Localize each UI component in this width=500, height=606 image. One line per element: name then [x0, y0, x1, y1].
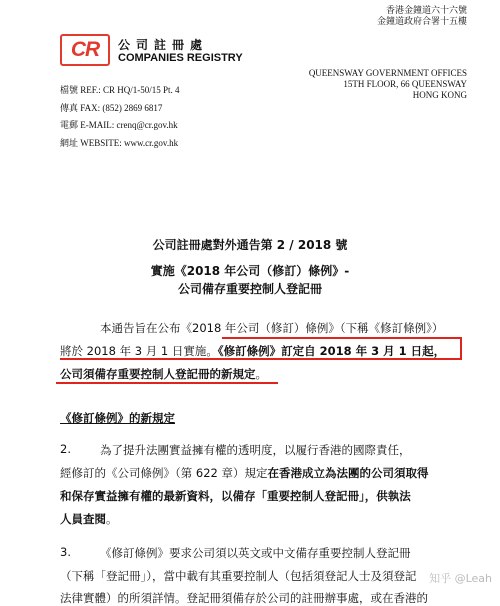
intro-line3-tail: 。 [255, 367, 267, 381]
contact-ref [60, 82, 180, 100]
para2-line4 [60, 511, 118, 527]
para2-line1: 為了提升法團實益擁有權的透明度，以履行香港的國際責任， [100, 443, 411, 457]
para3-line1: 《修訂條例》要求公司須以英文或中文備存重要控制人登記冊 [100, 546, 411, 560]
para2-line4-bold: 人員查閱 [60, 512, 106, 526]
highlight-mid-line [60, 358, 462, 360]
contact-value: CR HQ/1-50/15 Pt. 4 [103, 85, 180, 95]
address-en-line: 15TH FLOOR, 66 QUEENSWAY [343, 79, 467, 89]
para2-line2-normal: 經修訂的《公司條例》（第 622 章）規定 [60, 466, 268, 480]
para3-line2: （下稱「登記冊」），當中載有其重要控制人（包括須登記人士及須登記 [60, 569, 417, 583]
contact-value[interactable]: www.cr.gov.hk [124, 137, 179, 148]
contact-label: 傳真 FAX: [60, 102, 101, 113]
address-zh-line: 金鐘道政府合署十五樓 [376, 17, 467, 27]
highlight-bottom-line [56, 382, 278, 384]
intro-line2 [60, 343, 445, 359]
contact-value: (852) 2869 6817 [102, 102, 163, 113]
address-zh [377, 6, 467, 28]
contact-label: 電郵 E-MAIL: [60, 120, 115, 130]
address-zh-line: 香港金鐘道六十六號 [385, 6, 467, 16]
para2-line4-tail: 。 [106, 512, 118, 526]
address-en [309, 68, 467, 101]
intro-line3-bold: 公司須備存重要控制人登記冊的新規定 [60, 367, 256, 381]
contact-email [60, 117, 180, 135]
para3-number: 3. [60, 545, 71, 559]
address-en-line: HONG KONG [412, 90, 467, 100]
para3-line3: 法律實體）的所須詳情。登記冊須備存於公司的註冊辦事處，或在香港的 [60, 591, 428, 605]
contact-block [60, 82, 180, 152]
intro-line2-normal: 將於 2018 年 3 月 1 日實施。 [60, 344, 218, 358]
section-heading-text: 《修訂條例》的新規定 [60, 411, 175, 425]
watermark: 知乎 @Leah [429, 572, 492, 585]
para2-line3: 和保存實益擁有權的最新資料，以備存「重要控制人登記冊」，供執法 [60, 489, 411, 503]
para2-number: 2. [60, 442, 71, 456]
notice-subtitle-line2: 公司備存重要控制人登記冊 [177, 282, 322, 296]
section-heading [60, 410, 175, 426]
intro-line3 [60, 366, 267, 382]
cr-logo: CR [60, 34, 110, 66]
org-name-zh: 公司註冊處 [118, 38, 209, 52]
org-name-en: COMPANIES REGISTRY [118, 52, 243, 64]
contact-label: 網址 WEBSITE: [60, 137, 122, 148]
highlight-right-edge [460, 337, 462, 358]
address-en-line: QUEENSWAY GOVERNMENT OFFICES [308, 68, 467, 78]
notice-subtitle-line1: 實施《2018 年公司（修訂）條例》- [150, 264, 350, 278]
highlight-top-line [222, 337, 462, 339]
contact-fax [60, 100, 180, 118]
contact-website [60, 135, 180, 153]
contact-label: 檔號 REF.: [60, 85, 101, 95]
para2-line2-bold: 在香港成立為法團的公司須取得 [267, 466, 429, 480]
contact-value[interactable]: crenq@cr.gov.hk [116, 120, 178, 130]
notice-title: 公司註冊處對外通告第 2 / 2018 號 [152, 238, 348, 252]
intro-line1: 本通告旨在公布《2018 年公司（修訂）條例》（下稱《修訂條例》） [100, 321, 444, 335]
intro-line2-bold: 《修訂條例》訂定自 2018 年 3 月 1 日起， [217, 344, 446, 358]
para2-line2 [60, 465, 429, 481]
